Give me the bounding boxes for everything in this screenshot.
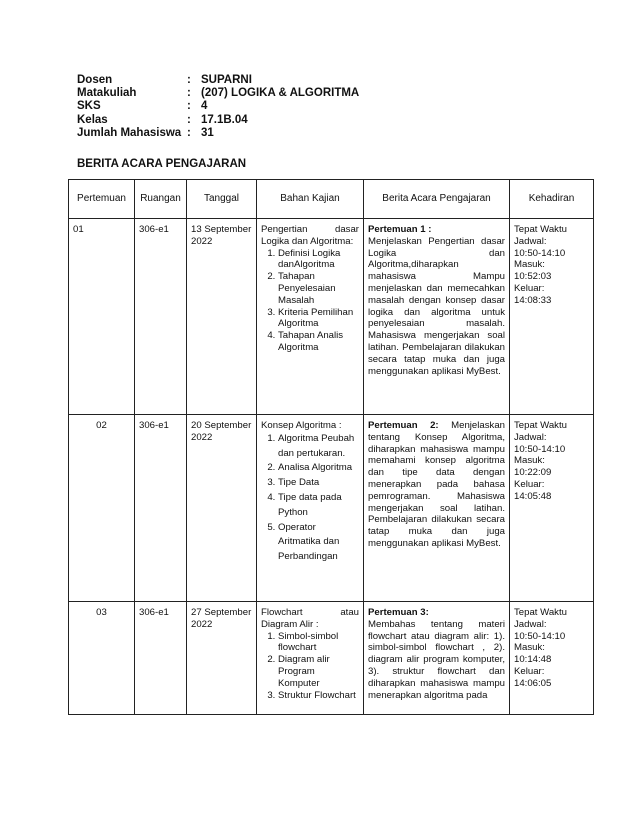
cell-bahan-kajian (257, 219, 364, 415)
column-header-kehadiran: Kehadiran (510, 180, 594, 219)
list-item: 1. Definisi Logika danAlgoritma (278, 248, 359, 272)
list-item: 1. Algoritma Peubah dan pertukaran. (278, 432, 359, 462)
header-row-dosen (77, 74, 359, 87)
berita-title: Pertemuan 2: (368, 420, 439, 431)
header-row-jumlah-mahasiswa (77, 127, 359, 140)
kehadiran-value: 14:08:33 (514, 294, 552, 306)
kehadiran-value: 14:05:48 (514, 490, 552, 502)
header-value: 31 (201, 126, 214, 139)
cell-pertemuan: 03 (69, 602, 135, 715)
kehadiran-label: Keluar: (514, 665, 545, 677)
table-row (69, 219, 594, 415)
cell-pertemuan: 01 (69, 219, 135, 415)
cell-ruangan: 306-e1 (135, 219, 187, 415)
header-label: Dosen (77, 74, 113, 86)
kehadiran-status: Tepat Waktu (514, 420, 567, 431)
kehadiran-value: 10:50-14:10 (514, 247, 566, 259)
kehadiran-label: Masuk: (514, 642, 545, 654)
header-label: Matakuliah (77, 87, 137, 100)
column-header-pertemuan: Pertemuan (69, 180, 135, 219)
header-colon: : (187, 74, 191, 86)
bahan-intro: Flowchart atau Diagram Alir : (261, 607, 359, 630)
table-header-row (69, 180, 594, 219)
kehadiran-label: Masuk: (514, 455, 545, 467)
header-label: Jumlah Mahasiswa (77, 126, 182, 139)
course-header (77, 74, 359, 140)
kehadiran-label: Jadwal: (514, 431, 547, 443)
berita-text: Menjelaskan Pengertian dasar Logika dan Algoritma,diharapkan mahasiswa Mampu menjelaskan dan memecahkan masalah dengan konsep dasar logika dan algoritma untuk penyelesaian masalah. Mahasiswa mengerjakan soal latihan. Pembelajaran dilakukan secara tatap muka dan juga menggunakan aplikasi MyBest. (368, 235, 505, 377)
list-item: 3. Kriteria Pemilihan Algoritma (278, 307, 359, 331)
section-title: BERITA ACARA PENGAJARAN (77, 158, 247, 170)
kehadiran-label: Jadwal: (514, 618, 547, 630)
kehadiran-value: 10:22:09 (514, 467, 552, 479)
header-row-sks (77, 100, 359, 113)
kehadiran-value: 10:14:48 (514, 654, 552, 666)
list-item: 4. Tahapan Analis Algoritma (278, 330, 359, 354)
column-header-tanggal: Tanggal (187, 180, 257, 219)
header-colon: : (187, 126, 191, 139)
list-item: 4. Tipe data pada Python (278, 491, 359, 521)
list-item: 2. Tahapan Penyelesaian Masalah (278, 271, 359, 306)
header-value: 17.1B.04 (201, 113, 248, 126)
list-item: 2. Analisa Algoritma (278, 461, 359, 476)
cell-tanggal: 13 September 2022 (187, 219, 257, 415)
cell-kehadiran (510, 602, 594, 715)
bahan-list (261, 432, 359, 565)
column-header-bahan-kajian: Bahan Kajian (257, 180, 364, 219)
kehadiran-label: Keluar: (514, 282, 545, 294)
kehadiran-status: Tepat Waktu (514, 607, 567, 618)
cell-pertemuan: 02 (69, 415, 135, 602)
berita-title: Pertemuan 1 : (368, 224, 432, 235)
bahan-intro: Konsep Algoritma : (261, 420, 342, 431)
header-colon: : (187, 87, 191, 100)
berita-text: Menjelaskan tentang Konsep Algoritma, diharapkan mahasiswa mampu memahami konsep algoritma dan tipe data dengan menerapkan pada bahasa pemrograman. Mahasiswa mengerjakan soal latihan. Pembelajaran dilakukan secara tatap muka dan juga menggunakan aplikasi MyBest. (368, 420, 506, 549)
cell-ruangan: 306-e1 (135, 602, 187, 715)
list-item: 3. Struktur Flowchart (278, 690, 359, 702)
list-item: 5. Operator Aritmatika dan Perbandingan (278, 521, 359, 565)
kehadiran-label: Masuk: (514, 259, 545, 271)
cell-tanggal: 27 September 2022 (187, 602, 257, 715)
kehadiran-label: Keluar: (514, 478, 545, 490)
kehadiran-value: 10:50-14:10 (514, 630, 566, 642)
table-row (69, 415, 594, 602)
cell-tanggal: 20 September 2022 (187, 415, 257, 602)
berita-title: Pertemuan 3: (368, 607, 429, 618)
list-item: 3. Tipe Data (278, 476, 359, 491)
cell-ruangan: 306-e1 (135, 415, 187, 602)
column-header-berita-acara: Berita Acara Pengajaran (364, 180, 510, 219)
bahan-intro: Pengertian dasar Logika dan Algoritma: (261, 224, 359, 247)
cell-kehadiran (510, 415, 594, 602)
teaching-log-table (68, 179, 594, 715)
cell-berita-acara (364, 602, 510, 715)
table-row (69, 602, 594, 715)
header-label: SKS (77, 100, 101, 113)
list-item: 1. Simbol-simbol flowchart (278, 631, 359, 655)
cell-kehadiran (510, 219, 594, 415)
header-colon: : (187, 100, 191, 113)
kehadiran-value: 10:52:03 (514, 271, 552, 283)
berita-text: Membahas tentang materi flowchart atau diagram alir: 1). simbol-simbol flowchart , 2). diagram alir program komputer, 3). struktur flowchart dan diharapkan mahasiswa mampu menerapkan algoritma pada (368, 618, 505, 701)
cell-bahan-kajian (257, 415, 364, 602)
kehadiran-status: Tepat Waktu (514, 224, 567, 235)
cell-bahan-kajian (257, 602, 364, 715)
kehadiran-value: 14:06:05 (514, 677, 552, 689)
header-value: (207) LOGIKA & ALGORITMA (201, 87, 360, 100)
header-row-matakuliah (77, 87, 359, 100)
column-header-ruangan: Ruangan (135, 180, 187, 219)
bahan-list (261, 631, 359, 702)
header-value: 4 (201, 100, 208, 113)
list-item: 2. Diagram alir Program Komputer (278, 654, 359, 689)
header-label: Kelas (77, 113, 108, 126)
header-colon: : (187, 113, 191, 126)
kehadiran-value: 10:50-14:10 (514, 443, 566, 455)
bahan-list (261, 248, 359, 354)
header-value: SUPARNI (201, 74, 252, 86)
cell-berita-acara (364, 219, 510, 415)
cell-berita-acara (364, 415, 510, 602)
kehadiran-label: Jadwal: (514, 235, 547, 247)
header-row-kelas (77, 114, 359, 127)
